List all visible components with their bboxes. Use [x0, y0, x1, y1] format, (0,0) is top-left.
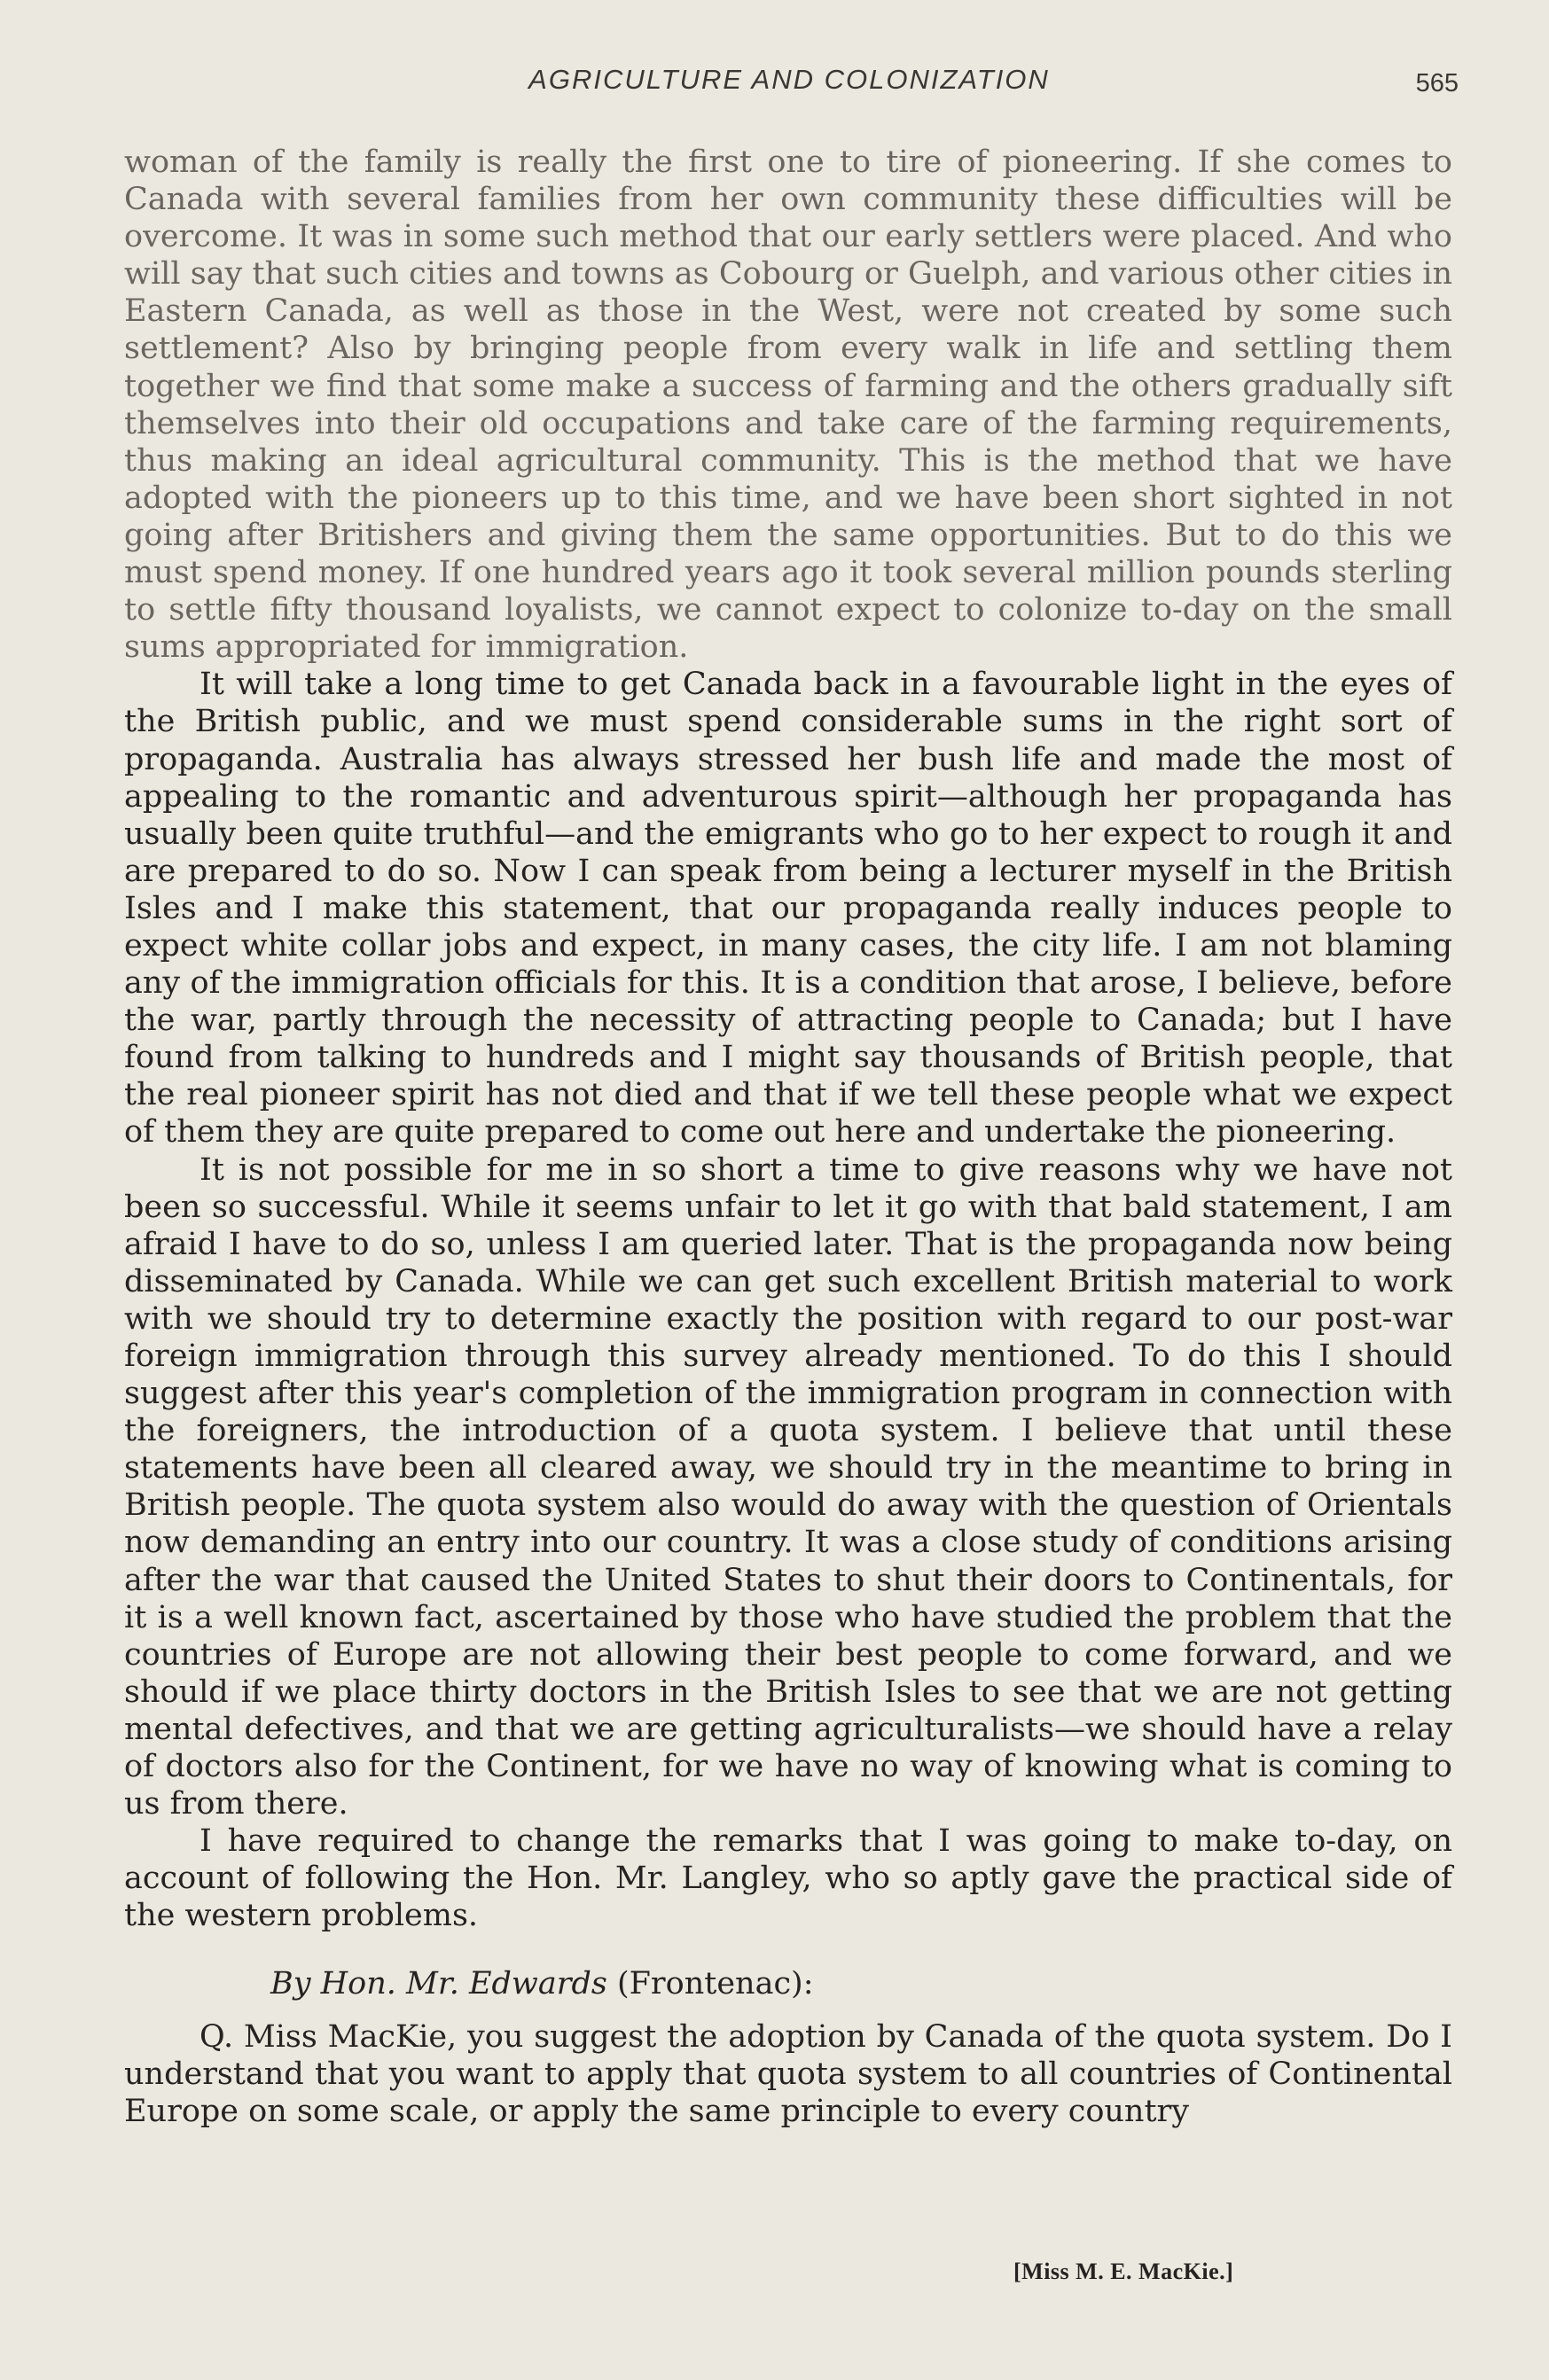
running-header — [124, 64, 1459, 108]
body-text — [124, 144, 1452, 2130]
speaker-constituency: (Frontenac): — [606, 1965, 814, 2002]
paragraph-remarks: I have required to change the remarks that I was going to make to-day, on account of following the Hon. Mr. Langley, who so aptly gave the practical side of the western problems. — [124, 1823, 1452, 1934]
paragraph-quota-system: It is not possible for me in so short a time to give reasons why we have not been so successful. While it seems unfair to let it go with that bald statement, I am afraid I have to do so, unless I am queried later. That is the propaganda now being disseminated by Canada. While we can get such excellent British material to work with we should try to determine exactly the position with regard to our post-war foreign immigration through this survey already mentioned. To do this I should suggest after this year's completion of the immigration program in connection with the foreigners, the introduction of a quota system. I believe that until these statements have been all cleared away, we should try in the meantime to bring in British people. The quota system also would do away with the question of Orientals now demanding an entry into our country. It was a close study of conditions arising after the war that caused the United States to shut their doors to Continentals, for it is a well known fact, ascertained by those who have studied the problem that the countries of Europe are not allowing their best people to come forward, and we should if we place thirty doctors in the British Isles to see that we are not getting mental defectives, and that we are getting agriculturalists—we should have a relay of doctors also for the Continent, for we have no way of knowing what is coming to us from there. — [124, 1151, 1452, 1822]
question-paragraph: Q. Miss MacKie, you suggest the adoption by Canada of the quota system. Do I understand that you want to apply that quota system to all countries of Continental Europe on some scale, or apply the same principle to every country — [124, 2018, 1452, 2129]
witness-footer: [Miss M. E. MacKie.] — [1013, 2259, 1234, 2284]
speaker-name: By Hon. Mr. Edwards — [270, 1965, 607, 2002]
header-title: AGRICULTURE AND COLONIZATION — [528, 64, 1050, 95]
paragraph-propaganda: It will take a long time to get Canada back in a favourable light in the eyes of the British public, and we must spend considerable sums in the right sort of propaganda. Australia has always stressed her bush life and made the most of appealing to the romantic and adventurous spirit—although her propaganda has usually been quite truthful—and the emigrants who go to her expect to rough it and are prepared to do so. Now I can speak from being a lecturer myself in the British Isles and I make this statement, that our propaganda really induces people to expect white collar jobs and expect, in many cases, the city life. I am not blaming any of the immigration officials for this. It is a condition that arose, I believe, before the war, partly through the necessity of attracting people to Canada; but I have found from talking to hundreds and I might say thousands of British people, that the real pioneer spirit has not died and that if we tell these people what we expect of them they are quite prepared to come out here and undertake the pioneering. — [124, 667, 1452, 1151]
speaker-line — [124, 1965, 1452, 2002]
page-number: 565 — [1415, 69, 1459, 98]
paragraph-continued: woman of the family is really the first one to tire of pioneering. If she comes to Canada with several families from her own community these difficulties will be overcome. It was in some such method that our early settlers were placed. And who will say that such cities and towns as Cobourg or Guelph, and various other cities in Eastern Canada, as well as those in the West, were not created by some such settlement? Also by bringing people from every walk in life and settling them together we find that some make a success of farming and the others gradually sift themselves into their old occupations and take care of the farming requirements, thus making an ideal agricultural community. This is the method that we have adopted with the pioneers up to this time, and we have been short sighted in not going after Britishers and giving them the same opportunities. But to do this we must spend money. If one hundred years ago it took several million pounds sterling to settle fifty thousand loyalists, we cannot expect to colonize to-day on the small sums appropriated for immigration. — [124, 144, 1452, 666]
